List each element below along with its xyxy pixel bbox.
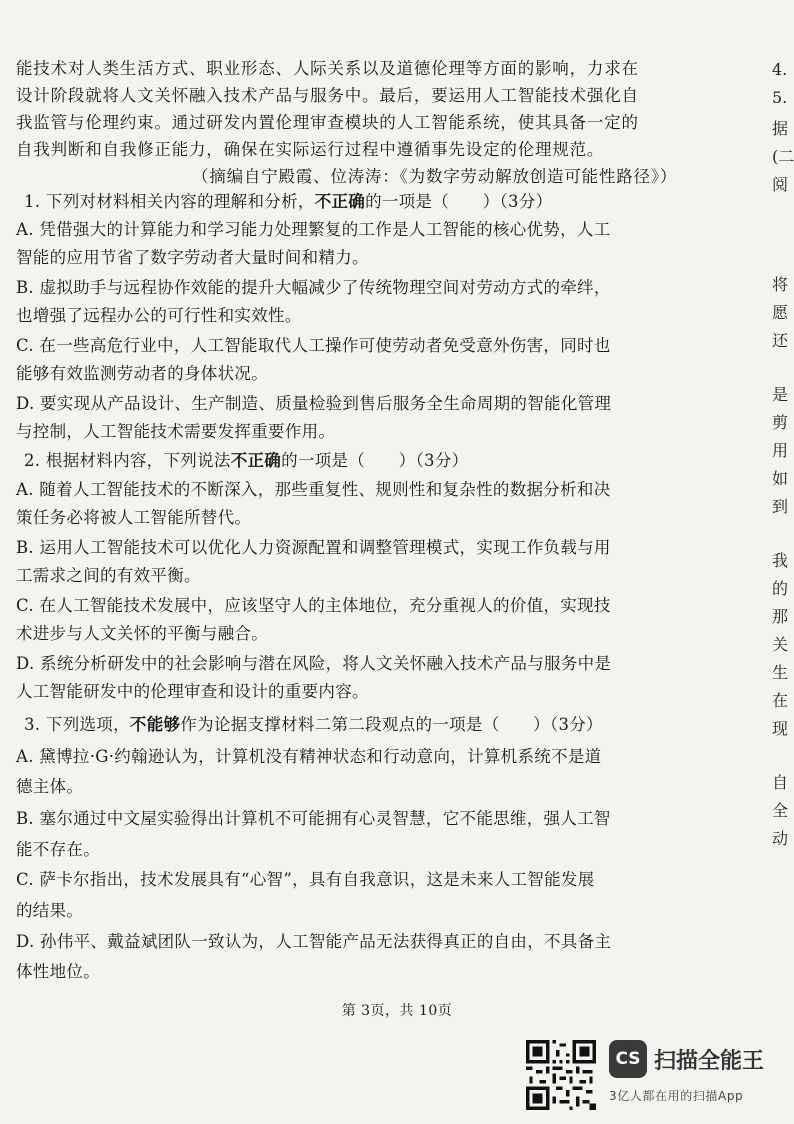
q3-option-a: 德主体。 [16,777,84,796]
q3-option-c: 的结果。 [16,901,84,920]
edge-fragment: 关 [772,635,789,654]
edge-fragment: 全 [772,801,789,820]
q2-option-a: 策任务必将被人工智能所替代。 [16,508,252,527]
q3-option-a: A. 黛博拉·G·约翰逊认为，计算机没有精神状态和行动意向，计算机系统不是道 [16,747,602,766]
q3-option-d: 体性地位。 [16,962,100,981]
scanner-brand: 扫描全能王 [654,1049,765,1074]
q1-option-c: C. 在一些高危行业中，人工智能取代人工操作可使劳动者免受意外伤害，同时也 [16,336,611,355]
q2-option-a: A. 随着人工智能技术的不断深入，那些重复性、规则性和复杂性的数据分析和决 [16,480,611,499]
q2-option-d: 人工智能研发中的伦理审查和设计的重要内容。 [16,682,369,701]
stem-text: 1. 下列对材料相关内容的理解和分析， [24,192,315,211]
edge-fragment: 是 [772,385,789,404]
stem-text: 2. 根据材料内容，下列说法 [24,451,231,470]
edge-fragment: 生 [772,663,789,682]
passage-line: 自我判断和自我修正能力，确保在实际运行过程中遵循事先设定的伦理规范。 [16,140,605,159]
edge-fragment: 据 [772,119,789,138]
stem-text: 作为论据支撑材料二第二段观点的一项是（ ）（3分） [180,715,603,734]
edge-fragment: 动 [772,829,789,848]
edge-fragment: 如 [772,469,789,488]
stem-text: 3. 下列选项， [24,715,130,734]
edge-fragment: 4. [772,60,788,79]
question-2-stem [24,450,468,472]
edge-fragment: 的 [772,579,789,598]
edge-fragment: 剪 [772,413,789,432]
edge-fragment: (二 [772,147,794,166]
edge-fragment: 5. [772,88,788,107]
q3-option-b: 能不存在。 [16,840,100,859]
edge-fragment: 现 [772,719,789,738]
edge-fragment: 那 [772,607,789,626]
q3-option-c: C. 萨卡尔指出，技术发展具有“心智”，具有自我意识，这是未来人工智能发展 [16,870,595,889]
edge-fragment: 愿 [772,303,789,322]
stem-text: 的一项是（ ）（3分） [365,192,553,211]
passage-line: 设计阶段就将人文关怀融入技术产品与服务中。最后，要运用人工智能技术强化自 [16,86,639,105]
q2-option-b: 工需求之间的有效平衡。 [16,566,201,585]
q3-option-d: D. 孙伟平、戴益斌团队一致认为，人工智能产品无法获得真正的自由，不具备主 [16,932,612,951]
source-citation: （摘编自宁殿霞、位涛涛：《为数字劳动解放创造可能性路径》） [192,167,678,186]
passage-line: 我监管与伦理约束。通过研发内置伦理审查模块的人工智能系统，使其具备一定的 [16,113,639,132]
q2-option-b: B. 运用人工智能技术可以优化人力资源配置和调整管理模式，实现工作负载与用 [16,538,611,557]
question-1-stem [24,191,552,213]
q3-option-b: B. 塞尔通过中文屋实验得出计算机不可能拥有心灵智慧，它不能思维，强人工智 [16,809,611,828]
edge-fragment: 将 [772,275,789,294]
edge-fragment: 我 [772,551,789,570]
q1-option-a: A. 凭借强大的计算能力和学习能力处理繁复的工作是人工智能的核心优势，人工 [16,220,611,239]
edge-fragment: 阅 [772,175,789,194]
q2-option-d: D. 系统分析研发中的社会影响与潜在风险，将人文关怀融入技术产品与服务中是 [16,654,612,673]
edge-fragment: 还 [772,331,789,350]
camscanner-logo-icon: CS [609,1040,647,1078]
edge-fragment: 用 [772,441,789,460]
qr-code-icon [526,1040,596,1110]
stem-emphasis: 不正确 [314,192,366,211]
stem-text: 的一项是（ ）（3分） [281,451,469,470]
edge-fragment: 自 [772,773,789,792]
passage-line: 能技术对人类生活方式、职业形态、人际关系以及道德伦理等方面的影响，力求在 [16,59,639,78]
stem-emphasis: 不正确 [230,451,282,470]
q2-option-c: 术进步与人文关怀的平衡与融合。 [16,624,268,643]
q1-option-d: D. 要实现从产品设计、生产制造、质量检验到售后服务全生命周期的智能化管理 [16,394,612,413]
q1-option-a: 智能的应用节省了数字劳动者大量时间和精力。 [16,248,369,267]
edge-fragment: 到 [772,497,789,516]
q1-option-d: 与控制，人工智能技术需要发挥重要作用。 [16,422,336,441]
question-3-stem [24,714,603,736]
stem-emphasis: 不能够 [129,715,181,734]
q2-option-c: C. 在人工智能技术发展中，应该坚守人的主体地位，充分重视人的价值，实现技 [16,596,611,615]
edge-fragment: 在 [772,691,789,710]
page-number: 第 3页，共 10页 [341,1003,453,1019]
q1-option-c: 能够有效监测劳动者的身体状况。 [16,364,268,383]
q1-option-b: B. 虚拟助手与远程协作效能的提升大幅减少了传统物理空间对劳动方式的牵绊， [16,278,611,297]
scanner-tagline: 3亿人都在用的扫描App [609,1089,744,1103]
q1-option-b: 也增强了远程办公的可行性和实效性。 [16,306,302,325]
